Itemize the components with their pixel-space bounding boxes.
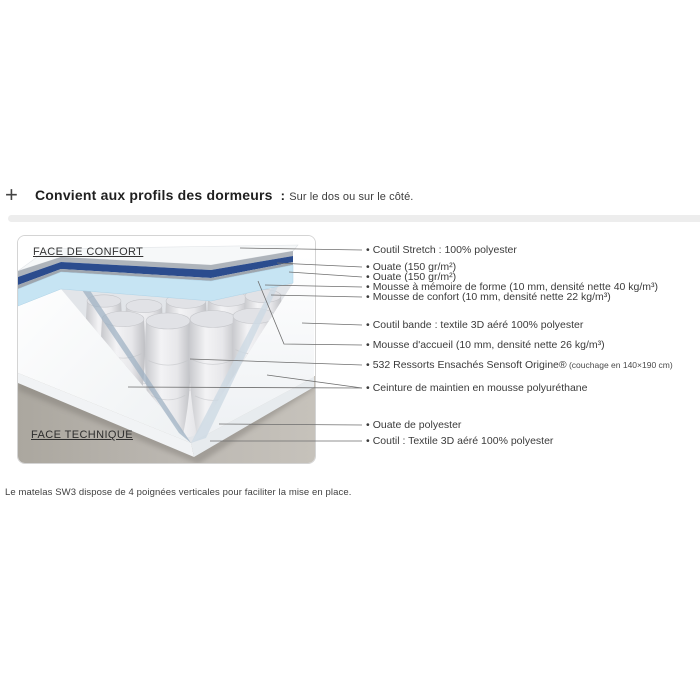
callout-label <box>366 435 553 447</box>
bullet-icon: • <box>366 339 370 351</box>
bullet-icon: • <box>366 261 370 273</box>
callout-text: Ouate (150 gr/m²) <box>372 261 457 273</box>
spring-top <box>146 313 190 329</box>
bullet-icon: • <box>366 419 370 431</box>
callout-text: Ouate de polyester <box>372 419 462 431</box>
callout-text: Ouate (150 gr/m²) <box>372 271 457 283</box>
callout-text: Mousse de confort (10 mm, densité nette 22 kg/m³) <box>372 291 611 303</box>
callout-text-small: (couchage en 140×190 cm) <box>566 360 673 370</box>
section-title-text: Convient aux profils des dormeurs <box>35 187 273 203</box>
callout-label <box>366 359 673 371</box>
section-header[interactable] <box>0 184 700 210</box>
callout-text: Mousse à mémoire de forme (10 mm, densité nette 40 kg/m³) <box>372 281 659 293</box>
plus-icon[interactable]: + <box>5 182 18 207</box>
section-subtitle: Sur le dos ou sur le côté. <box>289 191 414 203</box>
section-divider <box>8 215 700 222</box>
spring-top <box>126 299 162 312</box>
bullet-icon: • <box>366 281 370 293</box>
callout-text: Coutil : Textile 3D aéré 100% polyester <box>372 435 554 447</box>
face-technique-label: FACE TECHNIQUE <box>31 429 133 441</box>
callout-text: 532 Ressorts Ensachés Sensoft Origine® <box>372 359 567 371</box>
callout-text: Coutil Stretch : 100% polyester <box>372 244 517 256</box>
title-colon: : <box>280 188 286 203</box>
bullet-icon: • <box>366 319 370 331</box>
callout-label <box>366 319 583 331</box>
bullet-icon: • <box>366 359 370 371</box>
bullet-icon: • <box>366 291 370 303</box>
section-title <box>35 187 413 203</box>
bullet-icon: • <box>366 382 370 394</box>
callout-label <box>366 382 588 394</box>
callout-label <box>366 339 605 351</box>
callout-label <box>366 419 461 431</box>
face-confort-label: FACE DE CONFORT <box>33 246 144 258</box>
bullet-icon: • <box>366 271 370 283</box>
bullet-icon: • <box>366 435 370 447</box>
callout-label <box>366 291 611 303</box>
footer-note: Le matelas SW3 dispose de 4 poignées verticales pour faciliter la mise en place. <box>5 487 352 498</box>
callout-text: Mousse d'accueil (10 mm, densité nette 26 kg/m³) <box>372 339 605 351</box>
bullet-icon: • <box>366 244 370 256</box>
callout-text: Ceinture de maintien en mousse polyuréthane <box>372 382 588 394</box>
spring-top <box>190 311 236 328</box>
callout-label <box>366 244 517 256</box>
callout-text: Coutil bande : textile 3D aéré 100% polyester <box>372 319 584 331</box>
